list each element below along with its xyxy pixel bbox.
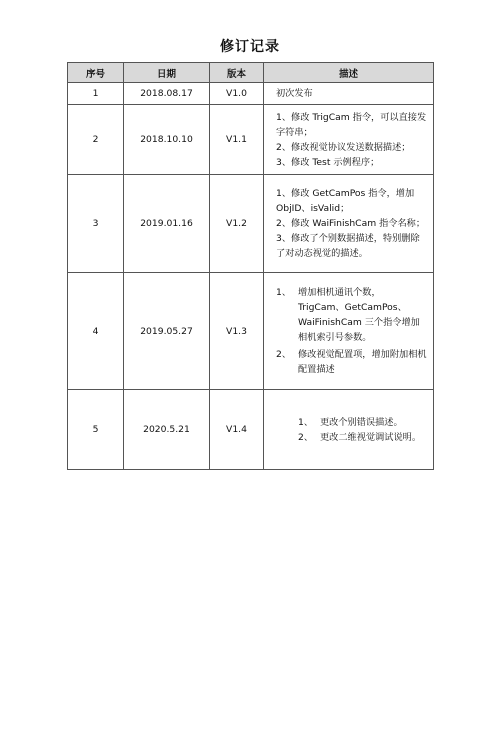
row-description — [264, 175, 434, 273]
header-description: 描述 — [264, 63, 434, 83]
description-item — [276, 347, 427, 377]
item-text: 更改个别错误描述。 — [320, 416, 403, 428]
row-date: 2018.10.10 — [124, 105, 210, 175]
row-no: 4 — [68, 273, 124, 390]
item-number: 2、 — [276, 349, 292, 360]
row-date: 2018.08.17 — [124, 83, 210, 105]
row-description — [264, 83, 434, 105]
description-line: 2、修改视觉协议发送数据描述； — [276, 141, 411, 153]
description-line: 3、修改 Test 示例程序； — [276, 156, 380, 168]
row-date: 2019.05.27 — [124, 273, 210, 390]
row-description — [264, 390, 434, 470]
row-version: V1.3 — [210, 273, 264, 390]
row-version: V1.4 — [210, 390, 264, 470]
description-line: 2、修改 WaiFinishCam 指令名称； — [276, 218, 426, 229]
row-no: 1 — [68, 83, 124, 105]
item-text: 更改二维视觉调试说明。 — [320, 431, 422, 443]
item-number: 2、 — [298, 431, 314, 443]
table-row — [68, 105, 434, 175]
item-number: 1、 — [276, 287, 292, 298]
item-number: 1、 — [298, 416, 314, 428]
header-no: 序号 — [68, 63, 124, 83]
description-line: 1、修改 TrigCam 指令，可以直接发字符串； — [276, 111, 427, 138]
description-line: 3、修改了个别数据描述，特别删除了对动态视觉的描述。 — [276, 233, 420, 259]
row-description — [264, 273, 434, 390]
row-date: 2020.5.21 — [124, 390, 210, 470]
table-header-row — [68, 63, 434, 83]
table-row — [68, 83, 434, 105]
row-date: 2019.01.16 — [124, 175, 210, 273]
row-no: 3 — [68, 175, 124, 273]
description-line: 1、修改 GetCamPos 指令，增加 ObjID、isValid； — [276, 188, 415, 214]
header-version: 版本 — [210, 63, 264, 83]
item-text: 增加相机通讯个数，TrigCam、GetCamPos、WaiFinishCam 三个指令增加相机索引号参数。 — [298, 287, 420, 343]
table-row — [68, 390, 434, 470]
item-text: 修改视觉配置项，增加附加相机配置描述 — [298, 349, 427, 375]
row-no: 5 — [68, 390, 124, 470]
row-no: 2 — [68, 105, 124, 175]
revision-table — [67, 62, 434, 470]
row-version: V1.2 — [210, 175, 264, 273]
description-item — [298, 415, 427, 430]
header-date: 日期 — [124, 63, 210, 83]
row-description — [264, 105, 434, 175]
document-title: 修订记录 — [220, 39, 280, 55]
description-item — [298, 430, 427, 445]
description-item — [276, 285, 427, 345]
row-version: V1.0 — [210, 83, 264, 105]
table-row — [68, 175, 434, 273]
row-version: V1.1 — [210, 105, 264, 175]
table-row — [68, 273, 434, 390]
description-line: 初次发布 — [276, 88, 313, 99]
